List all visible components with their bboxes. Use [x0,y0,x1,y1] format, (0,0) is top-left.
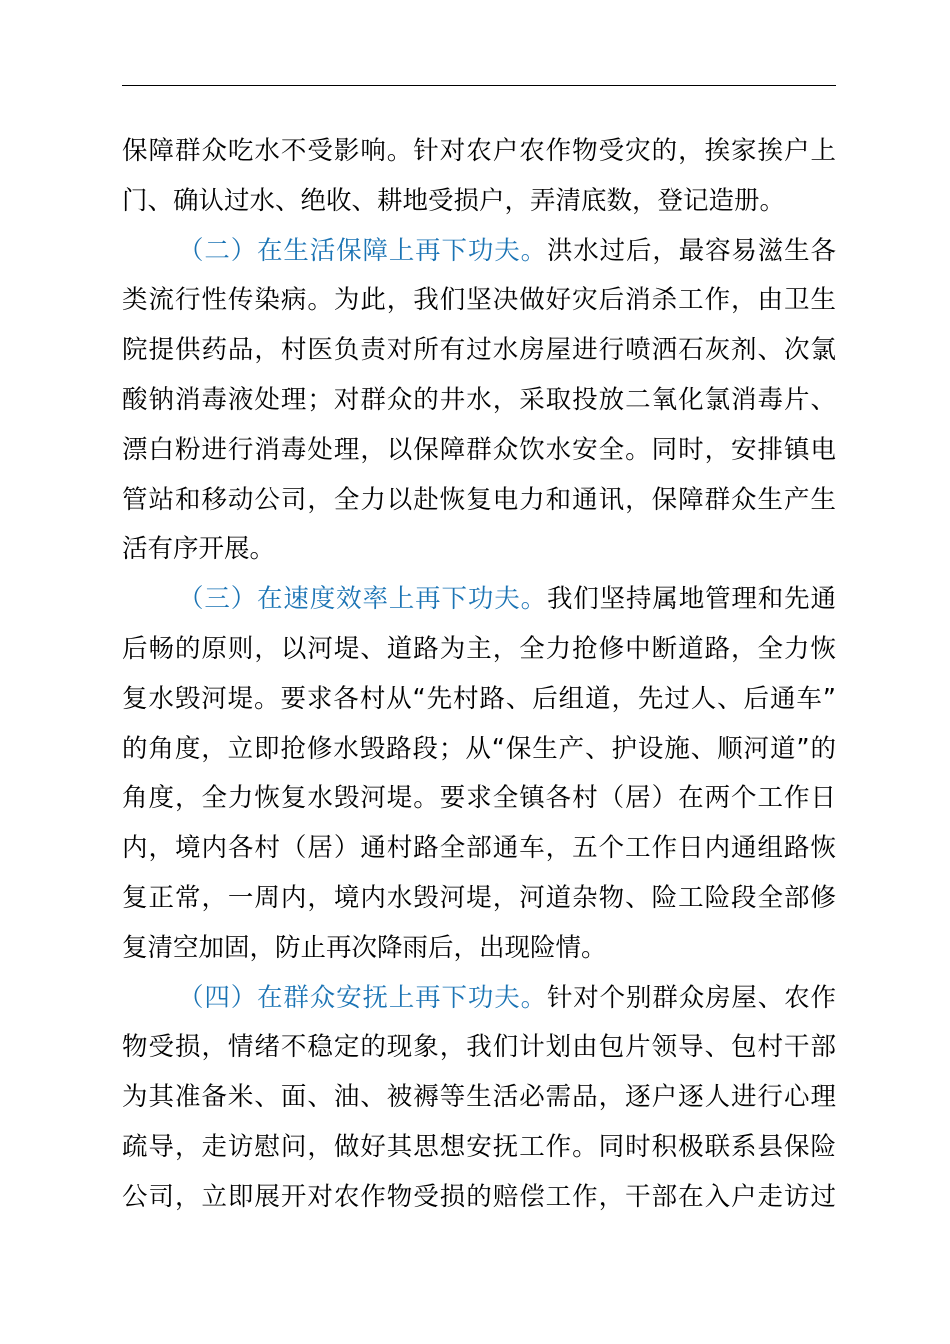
text-line: 针对个别群众房屋、农作 [546,982,836,1013]
text-line: 复水毁河堤。要求各村从“先村路、后组道，先过人、后通车” [122,683,836,714]
text-line: 角度，全力恢复水毁河堤。要求全镇各村（居）在两个工作日 [122,783,836,814]
text-line: 复正常，一周内，境内水毁河堤，河道杂物、险工险段全部修 [122,882,836,913]
section-4-heading: （四）在群众安抚上再下功夫。 [178,982,547,1013]
text-line: 漂白粉进行消毒处理，以保障群众饮水安全。同时，安排镇电 [122,434,836,465]
text-line: 复清空加固，防止再次降雨后，出现险情。 [122,932,607,963]
text-line: 院提供药品，村医负责对所有过水房屋进行喷洒石灰剂、次氯 [122,335,836,366]
section-3-paragraph-start [122,575,836,625]
section-3-heading: （三）在速度效率上再下功夫。 [178,584,547,615]
section-4-paragraph-start [122,974,836,1024]
text-line: 管站和移动公司，全力以赴恢复电力和通讯，保障群众生产生 [122,484,836,515]
header-rule [122,85,836,86]
text-line: 疏导，走访慰问，做好其思想安抚工作。同时积极联系县保险 [122,1131,836,1162]
text-line: 洪水过后，最容易滋生各 [546,235,836,266]
text-line: 为其准备米、面、油、被褥等生活必需品，逐户逐人进行心理 [122,1082,836,1113]
text-line: 的角度，立即抢修水毁路段；从“保生产、护设施、顺河道”的 [122,733,836,764]
text-line: 公司，立即展开对农作物受损的赔偿工作，干部在入户走访过 [122,1181,836,1212]
text-line: 我们坚持属地管理和先通 [546,584,836,615]
document-body [122,127,836,1223]
text-line: 活有序开展。 [122,534,276,565]
text-line: 类流行性传染病。为此，我们坚决做好灾后消杀工作，由卫生 [122,285,836,316]
text-line: 门、确认过水、绝收、耕地受损户，弄清底数，登记造册。 [122,185,786,216]
section-2-paragraph-start [122,227,836,277]
text-line: 内，境内各村（居）通村路全部通车，五个工作日内通组路恢 [122,833,836,864]
text-line: 后畅的原则，以河堤、道路为主，全力抢修中断道路，全力恢 [122,633,836,664]
section-2-heading: （二）在生活保障上再下功夫。 [178,235,547,266]
text-line: 保障群众吃水不受影响。针对农户农作物受灾的，挨家挨户上 [122,136,836,166]
text-line: 物受损，情绪不稳定的现象，我们计划由包片领导、包村干部 [122,1032,836,1063]
text-line: 酸钠消毒液处理；对群众的井水，采取投放二氧化氯消毒片、 [122,384,836,415]
